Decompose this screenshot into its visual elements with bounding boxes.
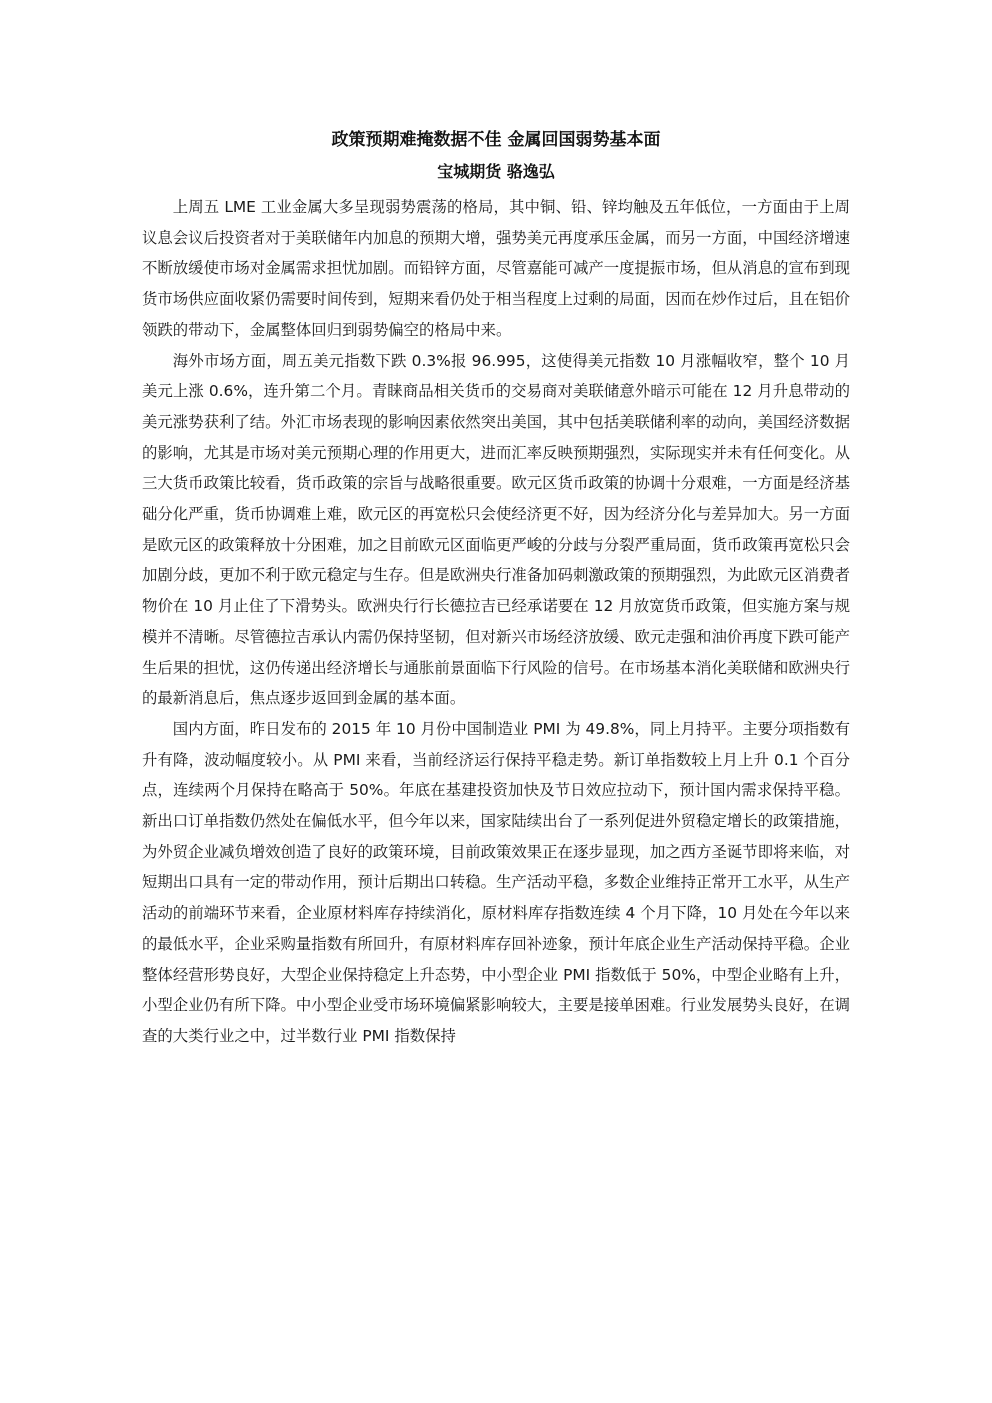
page-title: 政策预期难掩数据不佳 金属回国弱势基本面: [331, 130, 661, 150]
article-body: [142, 192, 850, 1052]
paragraph-lme-market: 上周五 LME 工业金属大多呈现弱势震荡的格局，其中铜、铅、锌均触及五年低位，一方面由于上周议息会议后投资者对于美联储年内加息的预期大增，强势美元再度承压金属，而另一方面，中国经济增速不断放缓使市场对金属需求担忧加剧。而铅锌方面，尽管嘉能可减产一度提振市场，但从消息的宣布到现货市场供应面收紧仍需要时间传到，短期来看仍处于相当程度上过剩的局面，因而在炒作过后，且在铝价领跌的带动下，金属整体回归到弱势偏空的格局中来。: [142, 198, 850, 339]
paragraph-domestic-pmi: 国内方面，昨日发布的 2015 年 10 月份中国制造业 PMI 为 49.8%，同上月持平。主要分项指数有升有降，波动幅度较小。从 PMI 来看，当前经济运行保持平稳走势。新订单指数较上月上升 0.1 个百分点，连续两个月保持在略高于 50%。年底在基建投资加快及节日效应拉动下，预计国内需求保持平稳。新出口订单指数仍然处在偏低水平，但今年以来，国家陆续出台了一系列促进外贸稳定增长的政策措施，为外贸企业减负增效创造了良好的政策环境，目前政策效果正在逐步显现，加之西方圣诞节即将来临，对短期出口具有一定的带动作用，预计后期出口转稳。生产活动平稳，多数企业维持正常开工水平，从生产活动的前端环节来看，企业原材料库存持续消化，原材料库存指数连续 4 个月下降，10 月处在今年以来的最低水平，企业采购量指数有所回升，有原材料库存回补迹象，预计年底企业生产活动保持平稳。企业整体经营形势良好，大型企业保持稳定上升态势，中小型企业 PMI 指数低于 50%，中型企业略有上升，小型企业仍有所下降。中小型企业受市场环境偏紧影响较大，主要是接单困难。行业发展势头良好，在调查的大类行业之中，过半数行业 PMI 指数保持: [142, 719, 850, 1045]
paragraph-overseas-market: 海外市场方面，周五美元指数下跌 0.3%报 96.995，这使得美元指数 10 月涨幅收窄，整个 10 月美元上涨 0.6%，连升第二个月。青睐商品相关货币的交易商对美联储意外暗示可能在 12 月升息带动的美元涨势获利了结。外汇市场表现的影响因素依然突出美国，其中包括美联储利率的动向，美国经济数据的影响，尤其是市场对美元预期心理的作用更大，进而汇率反映预期强烈，实际现实并未有任何变化。从三大货币政策比较看，货币政策的宗旨与战略很重要。欧元区货币政策的协调十分艰难，一方面是经济基础分化严重，货币协调难上难，欧元区的再宽松只会使经济更不好，因为经济分化与差异加大。另一方面是欧元区的政策释放十分困难，加之目前欧元区面临更严峻的分歧与分裂严重局面，货币政策再宽松只会加剧分歧，更加不利于欧元稳定与生存。但是欧洲央行准备加码刺激政策的预期强烈，为此欧元区消费者物价在 10 月止住了下滑势头。欧洲央行行长德拉吉已经承诺要在 12 月放宽货币政策，但实施方案与规模并不清晰。尽管德拉吉承认内需仍保持坚韧，但对新兴市场经济放缓、欧元走强和油价再度下跌可能产生后果的担忧，这仍传递出经济增长与通胀前景面临下行风险的信号。在市场基本消化美联储和欧洲央行的最新消息后，焦点逐步返回到金属的基本面。: [142, 351, 850, 708]
author-byline: 宝城期货 骆逸弘: [437, 162, 555, 181]
